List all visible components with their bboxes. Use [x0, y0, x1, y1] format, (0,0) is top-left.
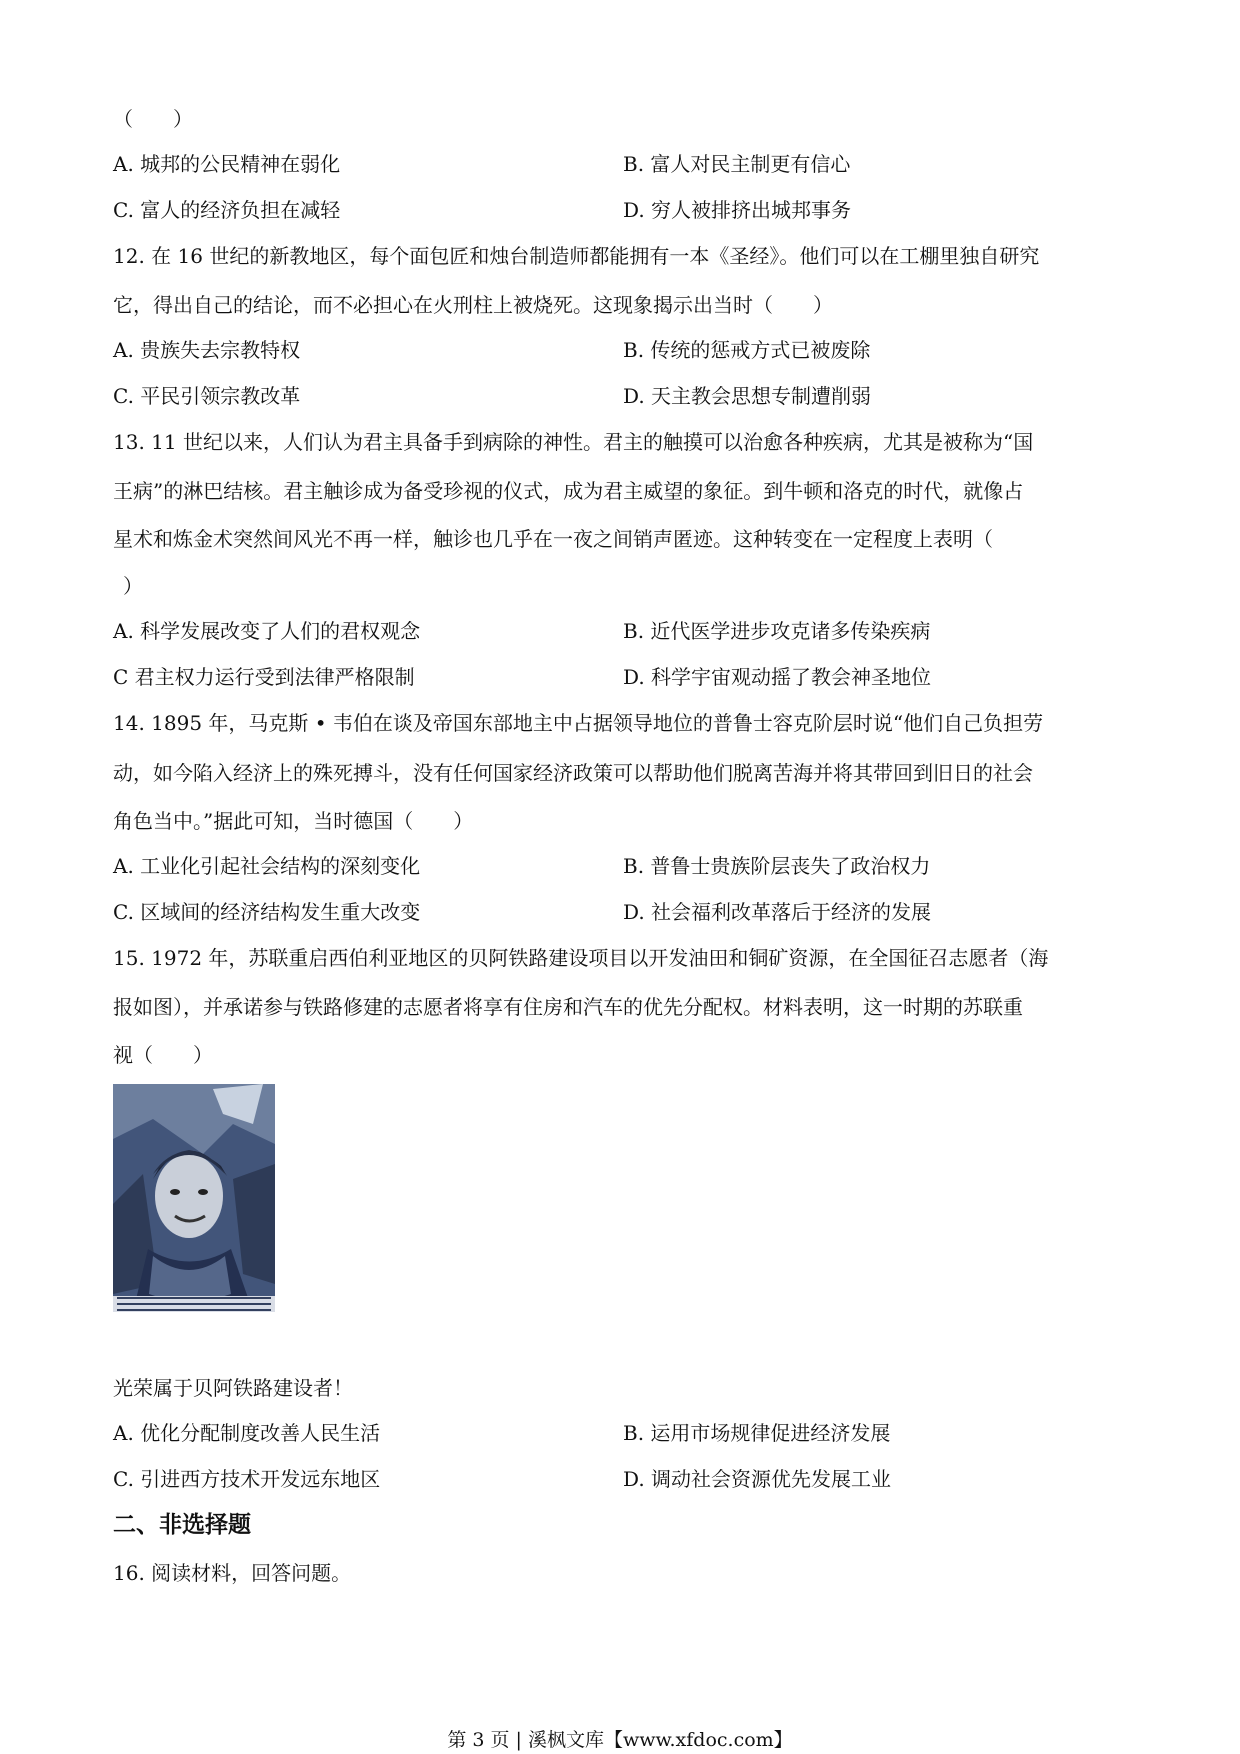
q14-option-d: D. 社会福利改革落后于经济的发展	[623, 900, 932, 924]
q11-option-c: C. 富人的经济负担在减轻	[113, 198, 341, 222]
q12-option-c: C. 平民引领宗教改革	[113, 384, 301, 408]
q11-option-a: A. 城邦的公民精神在弱化	[113, 152, 341, 176]
poster-caption: 光荣属于贝阿铁路建设者！	[113, 1376, 353, 1400]
q14-option-c: C. 区域间的经济结构发生重大改变	[113, 900, 421, 924]
q15-stem-line-2: 报如图），并承诺参与铁路修建的志愿者将享有住房和汽车的优先分配权。材料表明，这一时期的苏联重	[113, 995, 1023, 1019]
q12-option-d: D. 天主教会思想专制遭削弱	[623, 384, 872, 408]
q11-answer-bracket: （ ）	[113, 107, 193, 131]
q13-stem-line-4: ）	[123, 574, 143, 598]
q13-option-a: A. 科学发展改变了人们的君权观念	[113, 619, 421, 643]
q12-stem-line-2: 它，得出自己的结论，而不必担心在火刑柱上被烧死。这现象揭示出当时（ ）	[113, 293, 833, 317]
q11-option-b: B. 富人对民主制更有信心	[623, 152, 851, 176]
q14-stem-line-2: 动，如今陷入经济上的殊死搏斗，没有任何国家经济政策可以帮助他们脱离苦海并将其带回到旧日的社会	[113, 761, 1033, 785]
q14-option-b: B. 普鲁士贵族阶层丧失了政治权力	[623, 854, 931, 878]
q12-stem-line-1: 12. 在 16 世纪的新教地区，每个面包匠和烛台制造师都能拥有一本《圣经》。他们可以在工棚里独自研究	[113, 244, 1040, 268]
page-footer: 第 3 页 | 溪枫文库【www.xfdoc.com】	[447, 1729, 793, 1751]
q13-option-c: C 君主权力运行受到法律严格限制	[113, 665, 415, 689]
poster-illustration	[113, 1084, 275, 1312]
q14-option-a: A. 工业化引起社会结构的深刻变化	[113, 854, 421, 878]
q13-stem-line-1: 13. 11 世纪以来，人们认为君主具备手到病除的神性。君主的触摸可以治愈各种疾病，尤其是被称为“国	[113, 430, 1034, 454]
q14-stem-line-1: 14. 1895 年，马克斯 • 韦伯在谈及帝国东部地主中占据领导地位的普鲁士容克阶层时说“他们自己负担劳	[113, 711, 1044, 735]
q13-option-d: D. 科学宇宙观动摇了教会神圣地位	[623, 665, 932, 689]
q15-option-d: D. 调动社会资源优先发展工业	[623, 1467, 892, 1491]
q13-stem-line-2: 王病”的淋巴结核。君主触诊成为备受珍视的仪式，成为君主威望的象征。到牛顿和洛克的时代，就像占	[113, 479, 1024, 503]
section-heading-non-choice: 二、非选择题	[113, 1512, 251, 1538]
q15-option-b: B. 运用市场规律促进经济发展	[623, 1421, 891, 1445]
q16-prompt: 16. 阅读材料，回答问题。	[113, 1561, 352, 1585]
q15-option-c: C. 引进西方技术开发远东地区	[113, 1467, 381, 1491]
q12-option-b: B. 传统的惩戒方式已被废除	[623, 338, 871, 362]
q15-option-a: A. 优化分配制度改善人民生活	[113, 1421, 381, 1445]
q13-stem-line-3: 星术和炼金术突然间风光不再一样，触诊也几乎在一夜之间销声匿迹。这种转变在一定程度上表明（	[113, 527, 993, 551]
q14-stem-line-3: 角色当中。”据此可知，当时德国（ ）	[113, 809, 474, 833]
volunteer-poster-image	[113, 1084, 275, 1312]
q15-stem-line-3: 视（ ）	[113, 1043, 213, 1067]
q15-stem-line-1: 15. 1972 年，苏联重启西伯利亚地区的贝阿铁路建设项目以开发油田和铜矿资源，在全国征召志愿者（海	[113, 946, 1049, 970]
q13-option-b: B. 近代医学进步攻克诸多传染疾病	[623, 619, 931, 643]
q12-option-a: A. 贵族失去宗教特权	[113, 338, 301, 362]
q11-option-d: D. 穷人被排挤出城邦事务	[623, 198, 852, 222]
